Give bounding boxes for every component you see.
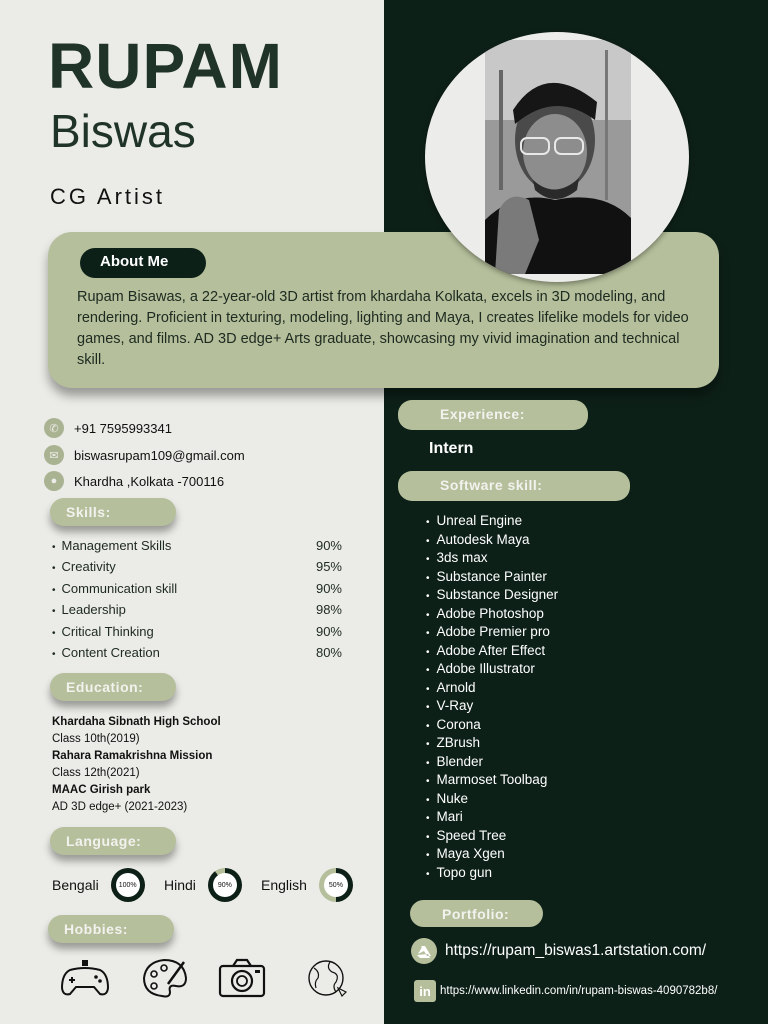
phone-number: +91 7595993341 (74, 420, 172, 436)
first-name: RUPAM (48, 30, 283, 102)
artstation-url: https://rupam_biswas1.artstation.com/ (445, 942, 707, 959)
list-item: • Autodesk Maya (426, 532, 558, 551)
email-address: biswasrupam109@gmail.com (74, 447, 245, 463)
list-item: • Corona (426, 717, 558, 736)
list-item: • Adobe Illustrator (426, 661, 558, 680)
gamepad-icon (60, 956, 110, 1000)
language-label: Language: (50, 827, 176, 855)
language-ring (319, 868, 353, 902)
list-item: • Arnold (426, 680, 558, 699)
linkedin-link[interactable] (414, 980, 717, 1002)
list-item: • ZBrush (426, 735, 558, 754)
school-name: Khardaha Sibnath High School (52, 716, 221, 728)
skill-row: • Communication skill 90% (52, 581, 342, 602)
school-detail: Class 10th(2019) (52, 733, 140, 745)
list-item: • Blender (426, 754, 558, 773)
portrait-image (485, 40, 631, 274)
skill-row: • Content Creation 80% (52, 645, 342, 666)
list-item: • Substance Designer (426, 587, 558, 606)
skill-row: • Creativity 95% (52, 559, 342, 580)
list-item: • Speed Tree (426, 828, 558, 847)
palette-icon (140, 956, 190, 1000)
mail-icon: ✉ (44, 445, 64, 465)
about-me-label: About Me (80, 248, 206, 278)
portfolio-label: Portfolio: (410, 900, 543, 927)
language-bengali (52, 868, 145, 902)
last-name: Biswas (50, 105, 196, 157)
list-item: • Adobe Premier pro (426, 624, 558, 643)
list-item: • 3ds max (426, 550, 558, 569)
skills-label: Skills: (50, 498, 176, 526)
language-level: 50% (324, 873, 348, 897)
language-hindi (164, 868, 242, 902)
list-item: • Substance Painter (426, 569, 558, 588)
experience-title: Intern (429, 440, 474, 457)
language-name: English (261, 877, 307, 893)
language-ring (208, 868, 242, 902)
language-level: 90% (213, 873, 237, 897)
portrait-silhouette (485, 40, 631, 274)
hobbies-label: Hobbies: (48, 915, 174, 943)
camera-icon (217, 956, 267, 1000)
school-detail: Class 12th(2021) (52, 767, 140, 779)
experience-label: Experience: (398, 400, 588, 430)
list-item: • Adobe Photoshop (426, 606, 558, 625)
list-item: • Maya Xgen (426, 846, 558, 865)
software-list (426, 513, 558, 883)
list-item: • Topo gun (426, 865, 558, 884)
list-item: • V-Ray (426, 698, 558, 717)
list-item: • Mari (426, 809, 558, 828)
linkedin-url: https://www.linkedin.com/in/rupam-biswas-4090782b8/ (440, 985, 718, 997)
language-ring (111, 868, 145, 902)
linkedin-icon: in (414, 980, 436, 1002)
artstation-link[interactable] (411, 938, 706, 964)
language-english (261, 868, 353, 902)
contact-email[interactable] (44, 445, 245, 465)
location-pin-icon: ● (44, 471, 64, 491)
language-name: Hindi (164, 877, 196, 893)
address-text: Khardha ,Kolkata -700116 (74, 473, 225, 489)
skill-row: • Critical Thinking 90% (52, 624, 342, 645)
skills-list (52, 538, 342, 666)
school-name: MAAC Girish park (52, 784, 151, 796)
software-skill-label: Software skill: (398, 471, 630, 501)
list-item: • Adobe After Effect (426, 643, 558, 662)
artstation-icon (411, 938, 437, 964)
list-item: • Nuke (426, 791, 558, 810)
phone-icon: ✆ (44, 418, 64, 438)
contact-address (44, 471, 224, 491)
school-name: Rahara Ramakrishna Mission (52, 750, 213, 762)
language-name: Bengali (52, 877, 99, 893)
skill-row: • Management Skills 90% (52, 538, 342, 559)
education-label: Education: (50, 673, 176, 701)
language-level: 100% (116, 873, 140, 897)
school-detail: AD 3D edge+ (2021-2023) (52, 801, 188, 813)
profile-photo (425, 32, 689, 282)
about-text: Rupam Bisawas, a 22-year-old 3D artist from khardaha Kolkata, excels in 3D modeling, and rendering. Proficient in texturing, modeling, lighting and Maya, I creates lifelike models for video games, and films. AD 3D edge+ Arts graduate, showcasing my vivid imagination and technical skill. (77, 289, 689, 368)
globe-icon (302, 956, 352, 1000)
education-list (52, 714, 221, 816)
list-item: • Unreal Engine (426, 513, 558, 532)
list-item: • Marmoset Toolbag (426, 772, 558, 791)
skill-row: • Leadership 98% (52, 602, 342, 623)
job-title: CG Artist (50, 184, 166, 209)
contact-phone[interactable] (44, 418, 172, 438)
